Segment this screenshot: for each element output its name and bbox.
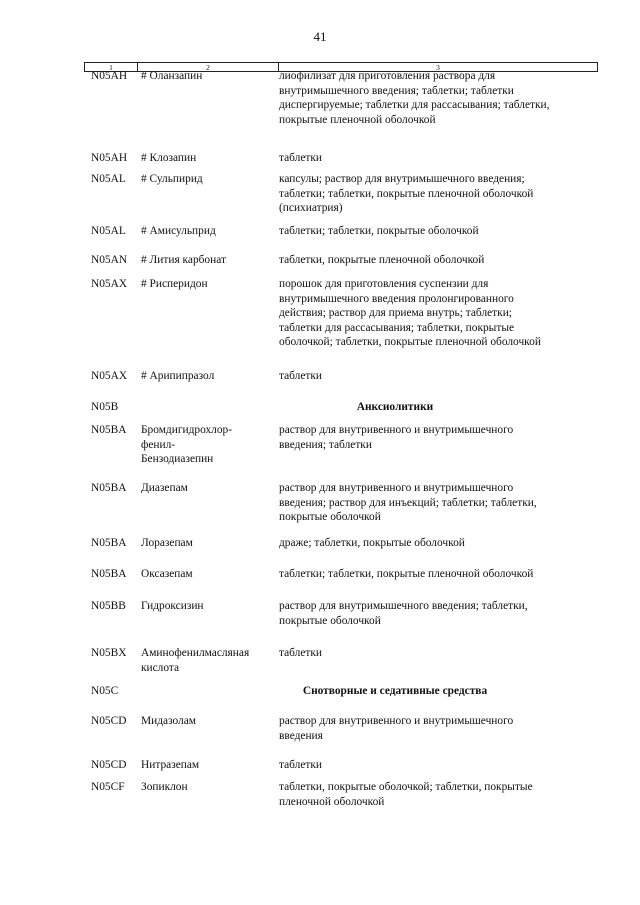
atc-code: N05BA	[91, 424, 127, 436]
dosage-form-line: драже; таблетки, покрытые оболочкой	[279, 537, 465, 549]
table-row	[84, 643, 598, 675]
atc-code: N05BA	[91, 568, 127, 580]
dosage-form-line: (психиатрия)	[279, 202, 343, 215]
dosage-form-line: таблетки; таблетки, покрытые пленочной оболочкой	[279, 568, 534, 580]
dosage-form-line: введения	[279, 729, 323, 742]
dosage-form-line: оболочкой; таблетки, покрытые пленочной оболочкой	[279, 336, 541, 349]
dosage-form-line: покрытые пленочной оболочкой	[279, 113, 436, 126]
atc-code: N05AH	[91, 152, 128, 164]
table-row	[84, 169, 598, 216]
table-row	[84, 420, 598, 467]
dosage-form-line: внутримышечного введения; таблетки; таблетки	[279, 84, 514, 97]
drug-name-line: кислота	[141, 661, 180, 674]
column-header-1: 1	[85, 63, 138, 71]
drug-name-line: # Рисперидон	[141, 278, 208, 290]
atc-code: N05B	[91, 401, 119, 413]
dosage-form-line: внутримышечного введения пролонгированного	[279, 292, 514, 305]
dosage-form-line: лиофилизат для приготовления раствора для	[279, 70, 496, 82]
drug-name	[136, 224, 276, 239]
dosage-forms	[276, 481, 598, 525]
atc-code: N05CF	[91, 781, 125, 793]
dosage-forms	[276, 599, 598, 628]
drug-name	[136, 423, 276, 467]
dosage-form-line: раствор для внутривенного и внутримышечного	[279, 715, 514, 727]
drug-name-line: # Клозапин	[141, 152, 197, 164]
table-row	[84, 250, 598, 268]
group-title: Снотворные и седативные средства	[302, 685, 488, 697]
dosage-forms	[276, 780, 598, 809]
dosage-forms	[276, 151, 598, 166]
dosage-form-line: таблетки, покрытые оболочкой; таблетки, покрытые	[279, 781, 533, 793]
dosage-forms	[276, 369, 598, 384]
dosage-form-line: таблетки	[279, 370, 323, 382]
page-number: 41	[313, 29, 327, 44]
drug-name-line: Гидроксизин	[141, 600, 204, 612]
dosage-form-line: порошок для приготовления суспензии для	[279, 278, 489, 290]
table-row	[84, 274, 598, 350]
atc-code: N05AH	[91, 70, 128, 82]
dosage-form-line: таблетки для рассасывания; таблетки, покрытые	[279, 321, 515, 334]
table-row	[84, 478, 598, 525]
atc-code: N05CD	[91, 759, 127, 771]
dosage-forms	[276, 714, 598, 743]
dosage-forms	[276, 567, 598, 582]
drug-name-line: # Сульпирид	[141, 173, 203, 185]
drug-name	[136, 758, 276, 773]
dosage-form-line: таблетки, покрытые пленочной оболочкой	[279, 254, 485, 266]
drug-name-line: # Арипипразол	[141, 370, 215, 382]
dosage-form-line: пленочной оболочкой	[279, 795, 385, 808]
table-row	[84, 777, 598, 809]
dosage-form-line: введения; раствор для инъекций; таблетки; таблетки,	[279, 496, 537, 509]
drug-name-line: # Лития карбонат	[141, 254, 226, 266]
atc-code: N05AN	[91, 254, 128, 266]
drug-name-line: Зопиклон	[141, 781, 188, 793]
drug-name	[136, 369, 276, 384]
atc-code: N05BB	[91, 600, 126, 612]
dosage-form-line: капсулы; раствор для внутримышечного введения;	[279, 173, 525, 185]
dosage-form-line: раствор для внутривенного и внутримышечного	[279, 482, 514, 494]
atc-code: N05AL	[91, 225, 126, 237]
dosage-forms	[276, 536, 598, 551]
drug-name-line: фенил-	[141, 438, 176, 451]
table-row	[84, 66, 598, 127]
dosage-forms	[276, 253, 598, 268]
drug-name	[136, 599, 276, 628]
drug-name-line: Диазепам	[141, 482, 188, 494]
drug-name-line: Мидазолам	[141, 715, 197, 727]
drug-table	[84, 62, 598, 808]
dosage-forms	[276, 423, 598, 467]
column-header-2: 2	[138, 63, 279, 71]
atc-code: N05AX	[91, 278, 128, 290]
group-title: Анксиолитики	[356, 401, 434, 413]
dosage-forms	[276, 172, 598, 216]
dosage-form-line: введения; таблетки	[279, 438, 372, 451]
column-header-3: 3	[436, 63, 440, 72]
drug-name-line: Оксазепам	[141, 568, 193, 580]
table-row	[84, 221, 598, 239]
dosage-forms	[276, 224, 598, 239]
group-header-row	[84, 397, 598, 415]
dosage-forms	[276, 277, 598, 350]
table-row	[84, 755, 598, 773]
dosage-form-line: покрытые оболочкой	[279, 614, 381, 627]
dosage-forms	[276, 69, 598, 127]
table-row	[84, 596, 598, 628]
dosage-form-line: действия; раствор для приема внутрь; таблетки;	[279, 307, 512, 320]
drug-name	[136, 714, 276, 743]
table-row	[84, 148, 598, 166]
atc-code: N05CD	[91, 715, 127, 727]
drug-name	[136, 151, 276, 166]
drug-name-line: Аминофенилмасляная	[141, 647, 250, 659]
drug-name	[136, 646, 276, 675]
dosage-form-line: таблетки; таблетки, покрытые оболочкой	[279, 225, 479, 237]
dosage-forms	[276, 758, 598, 773]
drug-name-line: Нитразепам	[141, 759, 200, 771]
drug-name-line: Бензодиазепин	[141, 453, 214, 466]
drug-name-line: Лоразепам	[141, 537, 193, 549]
drug-name-line: Бромдигидрохлор-	[141, 424, 233, 436]
drug-name	[136, 253, 276, 268]
dosage-form-line: диспергируемые; таблетки для рассасывания; таблетки,	[279, 99, 550, 112]
dosage-form-line: таблетки	[279, 152, 323, 164]
table-row	[84, 564, 598, 582]
drug-name	[136, 780, 276, 809]
dosage-form-line: таблетки; таблетки, покрытые пленочной оболочкой	[279, 187, 534, 200]
atc-code: N05C	[91, 685, 119, 697]
table-row	[84, 711, 598, 743]
atc-code: N05BA	[91, 482, 127, 494]
atc-code: N05AX	[91, 370, 128, 382]
drug-name	[136, 172, 276, 216]
dosage-form-line: покрытые оболочкой	[279, 511, 381, 524]
dosage-form-line: раствор для внутримышечного введения; таблетки,	[279, 600, 528, 612]
dosage-form-line: раствор для внутривенного и внутримышечного	[279, 424, 514, 436]
drug-name	[136, 69, 276, 127]
dosage-form-line: таблетки	[279, 759, 323, 771]
atc-code: N05BX	[91, 647, 127, 659]
drug-name	[136, 567, 276, 582]
table-row	[84, 533, 598, 551]
drug-name	[136, 536, 276, 551]
table-row	[84, 366, 598, 384]
drug-name	[136, 481, 276, 525]
drug-name-line: # Амисульприд	[141, 225, 216, 237]
atc-code: N05BA	[91, 537, 127, 549]
dosage-form-line: таблетки	[279, 647, 323, 659]
drug-name	[136, 277, 276, 350]
dosage-forms	[276, 646, 598, 675]
atc-code: N05AL	[91, 173, 126, 185]
group-header-row	[84, 681, 598, 699]
drug-name-line: # Оланзапин	[141, 70, 203, 82]
